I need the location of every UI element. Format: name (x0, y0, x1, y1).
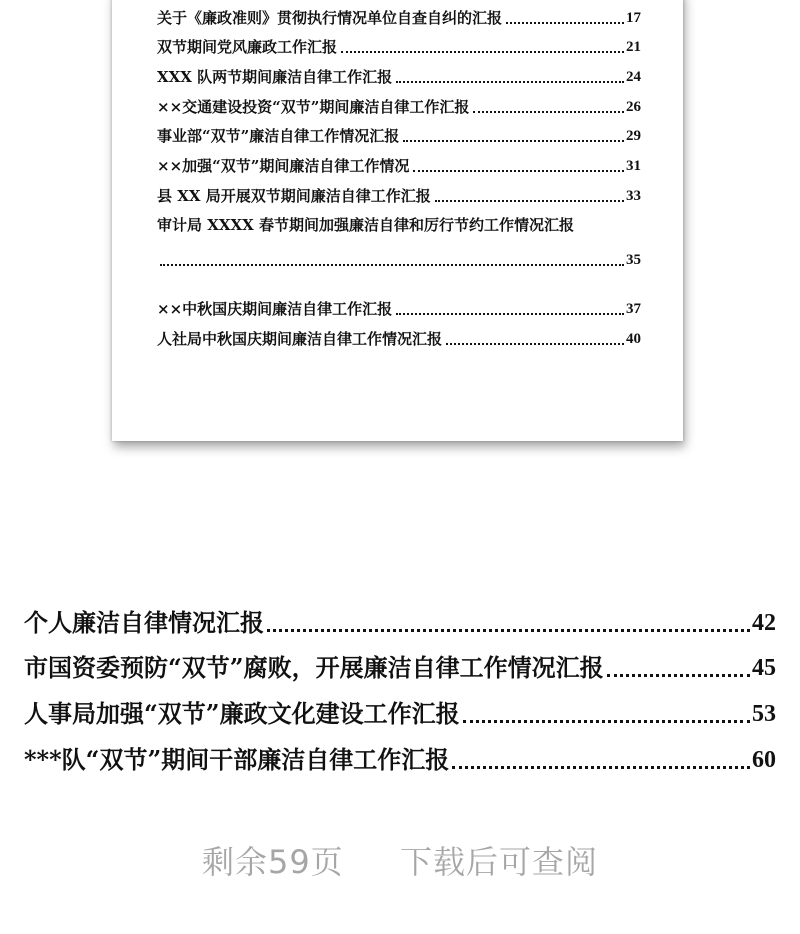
toc-entry-page: 45 (752, 655, 776, 681)
toc-entry-title: XXX 队两节期间廉洁自律工作汇报 (157, 68, 393, 86)
toc-entry-page: 21 (626, 39, 641, 55)
toc-leader-dots (506, 22, 624, 24)
toc-entry-title: 人事局加强“双节”廉政文化建设工作汇报 (24, 699, 460, 728)
toc-entry-title: ***队“双节”期间干部廉洁自律工作汇报 (24, 745, 450, 774)
download-prompt[interactable] (0, 837, 800, 883)
main-toc-entry[interactable] (24, 746, 776, 774)
toc-entry-title: 关于《廉政准则》贯彻执行情况单位自查自纠的汇报 (157, 9, 503, 27)
preview-toc-entry[interactable] (157, 9, 641, 27)
preview-toc-entry[interactable] (157, 187, 641, 205)
toc-entry-page: 33 (626, 188, 641, 204)
toc-entry-page: 60 (752, 747, 776, 773)
toc-leader-dots (396, 81, 624, 83)
toc-leader-dots (446, 343, 624, 345)
toc-leader-dots (403, 140, 624, 142)
toc-leader-dots (267, 629, 750, 632)
toc-entry-page: 53 (752, 701, 776, 727)
toc-leader-dots (396, 313, 624, 315)
toc-leader-dots (413, 170, 624, 172)
toc-leader-dots (473, 111, 624, 113)
preview-toc-entry[interactable] (157, 68, 641, 86)
toc-entry-page: 40 (626, 331, 641, 347)
preview-toc-entry[interactable] (157, 98, 641, 116)
toc-entry-page: 17 (626, 10, 641, 26)
toc-entry-title: 个人廉洁自律情况汇报 (24, 608, 264, 637)
toc-leader-dots (435, 200, 624, 202)
toc-entry-page: 37 (626, 301, 641, 317)
toc-leader-dots (341, 51, 624, 53)
toc-entry-title: 审计局 XXXX 春节期间加强廉洁自律和厉行节约工作情况汇报 (157, 216, 574, 234)
preview-toc-entry-wrapped[interactable] (157, 216, 641, 234)
toc-entry-title: 人社局中秋国庆期间廉洁自律工作情况汇报 (157, 330, 443, 348)
toc-entry-title: 事业部“双节”廉洁自律工作情况汇报 (157, 127, 400, 145)
toc-leader-dots (463, 720, 750, 723)
toc-entry-page: 31 (626, 158, 641, 174)
toc-entry-page: 35 (626, 252, 641, 268)
toc-leader-dots (452, 766, 750, 769)
toc-entry-title: 市国资委预防“双节”腐败，开展廉洁自律工作情况汇报 (24, 653, 604, 682)
remaining-pages-label: 剩余59页 (201, 843, 344, 881)
toc-leader-dots (160, 264, 624, 266)
preview-toc-entry-continuation[interactable] (160, 251, 641, 269)
toc-entry-title: ××加强“双节”期间廉洁自律工作情况 (157, 157, 410, 175)
toc-entry-page: 24 (626, 69, 641, 85)
toc-entry-title: 县 XX 局开展双节期间廉洁自律工作汇报 (157, 187, 431, 205)
toc-entry-page: 29 (626, 128, 641, 144)
toc-entry-title: ××中秋国庆期间廉洁自律工作汇报 (157, 300, 393, 318)
main-toc-entry[interactable] (24, 609, 776, 637)
toc-entry-title: 双节期间党风廉政工作汇报 (157, 38, 338, 56)
download-to-view-label: 下载后可查阅 (400, 843, 599, 881)
main-toc-entry[interactable] (24, 700, 776, 728)
main-toc-entry[interactable] (24, 654, 776, 682)
preview-toc-entry[interactable] (157, 38, 641, 56)
preview-toc-entry[interactable] (157, 300, 641, 318)
toc-entry-title: ××交通建设投资“双节”期间廉洁自律工作汇报 (157, 98, 470, 116)
preview-toc-entry[interactable] (157, 330, 641, 348)
preview-toc-entry[interactable] (157, 157, 641, 175)
toc-leader-dots (607, 674, 750, 677)
toc-entry-page: 42 (752, 610, 776, 636)
toc-entry-page: 26 (626, 99, 641, 115)
preview-toc-entry[interactable] (157, 127, 641, 145)
